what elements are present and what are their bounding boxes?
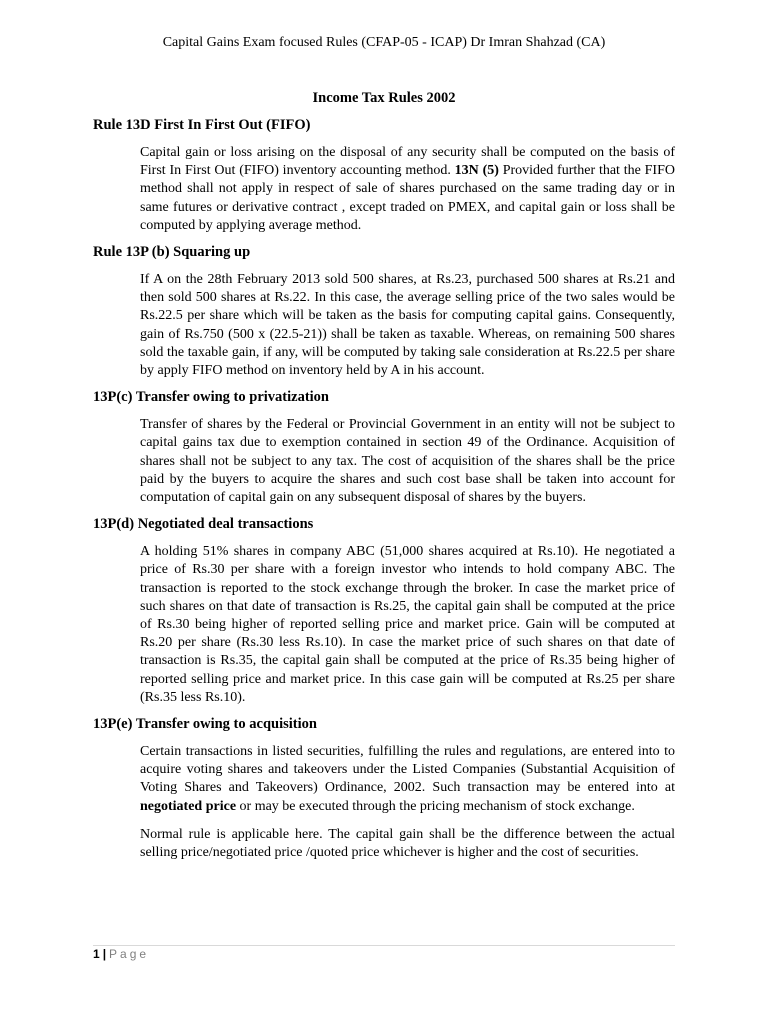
section-heading-rule-13p-b: Rule 13P (b) Squaring up <box>93 244 251 261</box>
section-heading-rule-13d: Rule 13D First In First Out (FIFO) <box>93 117 311 133</box>
page-footer <box>93 947 149 961</box>
page-header: Capital Gains Exam focused Rules (CFAP-05 - ICAP) Dr Imran Shahzad (CA) <box>162 35 606 50</box>
footer-divider <box>93 945 675 946</box>
paragraph-rule-13p-b: If A on the 28th February 2013 sold 500 shares, at Rs.23, purchased 500 shares at Rs.21 and then sold 500 shares at Rs.22. In this case, the average selling price of the two sales would be Rs.22.5 per share which will be taken as the basis for computing capital gains. Consequently, gain of Rs.750 (500 x (22.5-21)) shall be taken as taxable. Whereas, on remaining 500 shares sold the taxable gain, if any, will be computed by taking sale consideration at Rs.22.5 per share by apply FIFO method on inventory held by A in his account. <box>140 272 675 379</box>
paragraph-rule-13p-d: A holding 51% shares in company ABC (51,000 shares acquired at Rs.10). He negotiated a price of Rs.30 per share with a foreign investor who intends to hold company ABC. The transaction is reported to the stock exchange through the broker. In case the market price of such shares on that date of transaction is Rs.25, the capital gain shall be computed at the price of Rs.30 being higher of reported selling price and market price. Gain will be computed at Rs.20 per share (Rs.30 less Rs.10). In case the market price of such shares on that date of transaction is Rs.35, the capital gain shall be computed at the price of Rs.35 being higher of reported selling price and market price. In this case gain will be computed at Rs.25 per share (Rs.35 less Rs.10). <box>140 544 675 705</box>
document-body <box>93 116 675 862</box>
paragraph-rule-13p-e-1: Certain transactions in listed securities, fulfilling the rules and regulations, are entered into to acquire voting shares and takeovers under the Listed Companies (Substantial Acquisition of Voting Shares and Takeovers) Ordinance, 2002. Such transaction may be entered into at negotiated price or may be executed through the pricing mechanism of stock exchange. <box>140 744 675 814</box>
bold-reference-13n5: 13N (5) <box>454 163 499 179</box>
paragraph-rule-13p-e-2: Normal rule is applicable here. The capital gain shall be the difference between the actual selling price/negotiated price /quoted price whichever is higher and the cost of securities. <box>140 826 675 861</box>
page-label: Page <box>109 947 150 961</box>
section-heading-rule-13p-c: 13P(c) Transfer owing to privatization <box>93 389 330 406</box>
section-heading-rule-13p-d: 13P(d) Negotiated deal transactions <box>93 516 314 533</box>
document-title: Income Tax Rules 2002 <box>312 90 456 106</box>
section-heading-rule-13p-e: 13P(e) Transfer owing to acquisition <box>93 716 317 733</box>
paragraph-rule-13p-c: Transfer of shares by the Federal or Provincial Government in an entity will not be subject to capital gains tax due to exemption contained in section 49 of the Ordinance. Acquisition of shares shall not be subject to any tax. The cost of acquisition of the shares shall be the price paid by the buyers to acquire the shares and such cost base shall be taken into account for computation of capital gain on any subsequent disposal of shares by the buyers. <box>140 417 675 506</box>
footer-separator: | <box>102 947 107 961</box>
bold-negotiated-price: negotiated price <box>140 798 237 814</box>
paragraph-rule-13d: Capital gain or loss arising on the disposal of any security shall be computed on the basis of First In First Out (FIFO) inventory accounting method. 13N (5) Provided further that the FIFO method shall not apply in respect of sale of shares purchased on the same trading day or in same futures or derivative contract , except traded on PMEX, and capital gain or loss shall be computed by applying average method. <box>140 145 675 233</box>
page-number: 1 <box>93 947 100 961</box>
